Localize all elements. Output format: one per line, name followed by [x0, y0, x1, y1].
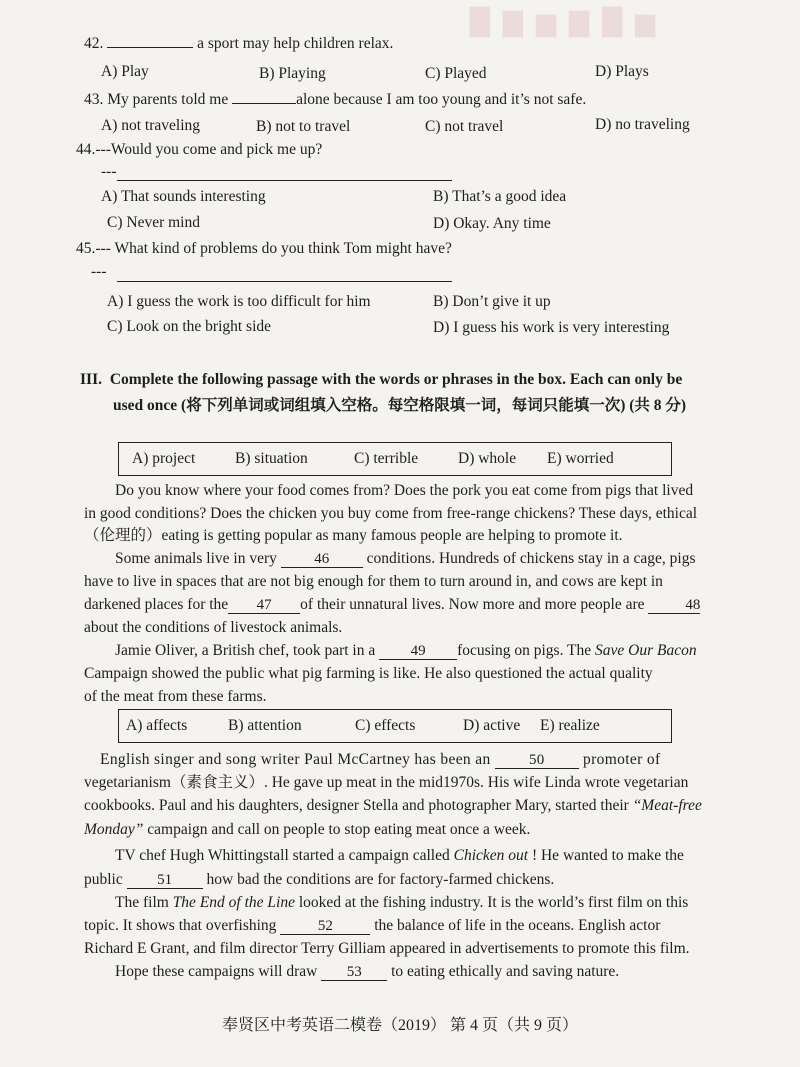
- passage-line: Do you know where your food comes from? Does the pork you eat come from pigs that lived: [115, 482, 694, 499]
- passage-text: the balance of life in the oceans. English actor: [374, 917, 661, 934]
- passage-text: The film: [115, 894, 169, 911]
- passage-line: [100, 750, 661, 770]
- word-box-1-item: D) whole: [458, 450, 517, 467]
- passage-line: [115, 846, 684, 866]
- q42-option-d[interactable]: D) Plays: [595, 63, 649, 80]
- q42-option-c[interactable]: C) Played: [425, 65, 487, 82]
- q44-option-d[interactable]: D) Okay. Any time: [433, 215, 551, 232]
- passage-line: of the meat from these farms.: [84, 688, 267, 705]
- q42-stem: [84, 34, 393, 54]
- passage-text: TV chef Hugh Whittingstall started a campaign called: [115, 847, 450, 864]
- passage-text: darkened places for the: [84, 596, 229, 613]
- q45-stem: 45.--- What kind of problems do you think Tom might have?: [76, 240, 452, 257]
- passage-line: [115, 893, 688, 913]
- blank-53[interactable]: 53: [321, 964, 387, 981]
- q43-option-b[interactable]: B) not to travel: [256, 118, 351, 135]
- blank-47[interactable]: 47: [228, 597, 300, 614]
- word-box-1-item: A) project: [132, 450, 196, 467]
- q43-option-c[interactable]: C) not travel: [425, 118, 504, 135]
- blank-51[interactable]: 51: [127, 872, 203, 889]
- q45-answer-line: [91, 262, 107, 282]
- passage-line: [84, 595, 700, 615]
- passage-line: [84, 796, 702, 816]
- passage-line: （伦理的）eating is getting popular as many famous people are helping to promote it.: [84, 527, 623, 544]
- q45-dash: ---: [91, 263, 107, 280]
- passage-line: have to live in spaces that are not big enough for them to turn around in, and cows are kept in: [84, 573, 663, 590]
- passage-line: vegetarianism（素食主义）. He gave up meat in the mid1970s. His wife Linda wrote vegetarian: [84, 774, 689, 791]
- passage-line: [115, 962, 619, 982]
- q44-option-b[interactable]: B) That’s a good idea: [433, 188, 567, 205]
- passage-text: of their unnatural lives. Now more and more people are: [300, 596, 645, 613]
- passage-line: [84, 870, 554, 890]
- q42-stem-text: a sport may help children relax.: [197, 35, 394, 52]
- passage-line: [84, 820, 530, 840]
- passage-text: Jamie Oliver, a British chef, took part in a: [115, 642, 376, 659]
- q42-number: 42.: [84, 35, 104, 52]
- q43-option-a[interactable]: A) not traveling: [101, 117, 201, 134]
- blank-52[interactable]: 52: [280, 918, 370, 935]
- passage-line: Campaign showed the public what pig farming is like. He also questioned the actual quality: [84, 665, 653, 682]
- blank-48[interactable]: 48: [648, 597, 700, 614]
- passage-line: Richard E Grant, and film director Terry Gilliam appeared in advertisements to promote this film.: [84, 940, 690, 957]
- word-box-1: [118, 442, 672, 476]
- passage-text: conditions. Hundreds of chickens stay in a cage, pigs: [366, 550, 696, 567]
- q43-blank[interactable]: [232, 103, 296, 104]
- passage-line: about the conditions of livestock animals.: [84, 619, 343, 636]
- q42-option-b[interactable]: B) Playing: [259, 65, 326, 82]
- word-box-2-item: E) realize: [540, 717, 600, 734]
- q42-blank[interactable]: [107, 47, 193, 48]
- passage-line: [115, 549, 695, 569]
- q43-stem: [84, 90, 586, 110]
- word-box-2-item: D) active: [463, 717, 521, 734]
- q45-option-a[interactable]: A) I guess the work is too difficult for him: [107, 293, 371, 310]
- passage-text: ! He wanted to make the: [531, 847, 684, 864]
- word-box-1-item: E) worried: [547, 450, 614, 467]
- section3-label: III.: [80, 371, 102, 388]
- section3-instruction-2: used once (将下列单词或词组填入空格。每空格限填一词，每词只能填一次) (共 8 分): [113, 397, 687, 414]
- q44-answer-line: [101, 162, 117, 182]
- q43-stem-b: alone because I am too young and it’s not safe.: [296, 91, 587, 108]
- q42-option-a[interactable]: A) Play: [101, 63, 149, 80]
- passage-text: Hope these campaigns will draw: [115, 963, 318, 980]
- campaign-title: Chicken out: [453, 847, 529, 864]
- q43-stem-a: 43. My parents told me: [84, 91, 229, 108]
- q45-option-c[interactable]: C) Look on the bright side: [107, 318, 272, 335]
- campaign-title: Monday”: [84, 821, 144, 838]
- passage-text: English singer and song writer Paul McCartney has been an: [100, 751, 491, 768]
- passage-line: [84, 916, 660, 936]
- q44-stem: 44.---Would you come and pick me up?: [76, 141, 323, 158]
- film-title: The End of the Line: [172, 894, 295, 911]
- q45-option-d[interactable]: D) I guess his work is very interesting: [433, 319, 670, 336]
- passage-text: cookbooks. Paul and his daughters, designer Stella and photographer Mary, started their: [84, 797, 629, 814]
- passage-text: how bad the conditions are for factory-farmed chickens.: [206, 871, 555, 888]
- q44-answer-blank[interactable]: [117, 180, 452, 181]
- page-footer: 奉贤区中考英语二模卷（2019） 第 4 页（共 9 页）: [221, 1017, 578, 1034]
- word-box-2-item: B) attention: [228, 717, 302, 734]
- q44-dash: ---: [101, 163, 117, 180]
- campaign-title: “Meat-free: [632, 797, 702, 814]
- passage-text: topic. It shows that overfishing: [84, 917, 277, 934]
- passage-text: campaign and call on people to stop eating meat once a week.: [147, 821, 531, 838]
- section3-heading: [80, 370, 682, 390]
- word-box-1-item: B) situation: [235, 450, 308, 467]
- word-box-2-item: A) affects: [126, 717, 188, 734]
- passage-text: focusing on pigs. The: [457, 642, 592, 659]
- passage-line: in good conditions? Does the chicken you buy come from free-range chickens? These days, ethical: [84, 505, 698, 522]
- word-box-1-item: C) terrible: [354, 450, 419, 467]
- word-box-2: [118, 709, 672, 743]
- passage-text: public: [84, 871, 123, 888]
- section3-instruction-1: Complete the following passage with the words or phrases in the box. Each can only be: [109, 371, 683, 388]
- blank-46[interactable]: 46: [281, 551, 363, 568]
- campaign-title: Save Our Bacon: [595, 642, 697, 659]
- passage-text: Some animals live in very: [115, 550, 277, 567]
- q43-option-d[interactable]: D) no traveling: [595, 116, 690, 133]
- passage-text: to eating ethically and saving nature.: [391, 963, 620, 980]
- passage-line: [115, 641, 697, 661]
- passage-text: promoter of: [583, 751, 661, 768]
- blank-50[interactable]: 50: [495, 752, 579, 769]
- q44-option-c[interactable]: C) Never mind: [107, 214, 200, 231]
- q44-option-a[interactable]: A) That sounds interesting: [101, 188, 266, 205]
- passage-text: looked at the fishing industry. It is the world’s first film on this: [298, 894, 689, 911]
- blank-49[interactable]: 49: [379, 643, 457, 660]
- word-box-2-item: C) effects: [355, 717, 416, 734]
- q45-answer-blank[interactable]: [117, 281, 452, 282]
- q45-option-b[interactable]: B) Don’t give it up: [433, 293, 551, 310]
- bleed-through-mark: █ ▇ ▆ ▇ █ ▆: [470, 8, 658, 38]
